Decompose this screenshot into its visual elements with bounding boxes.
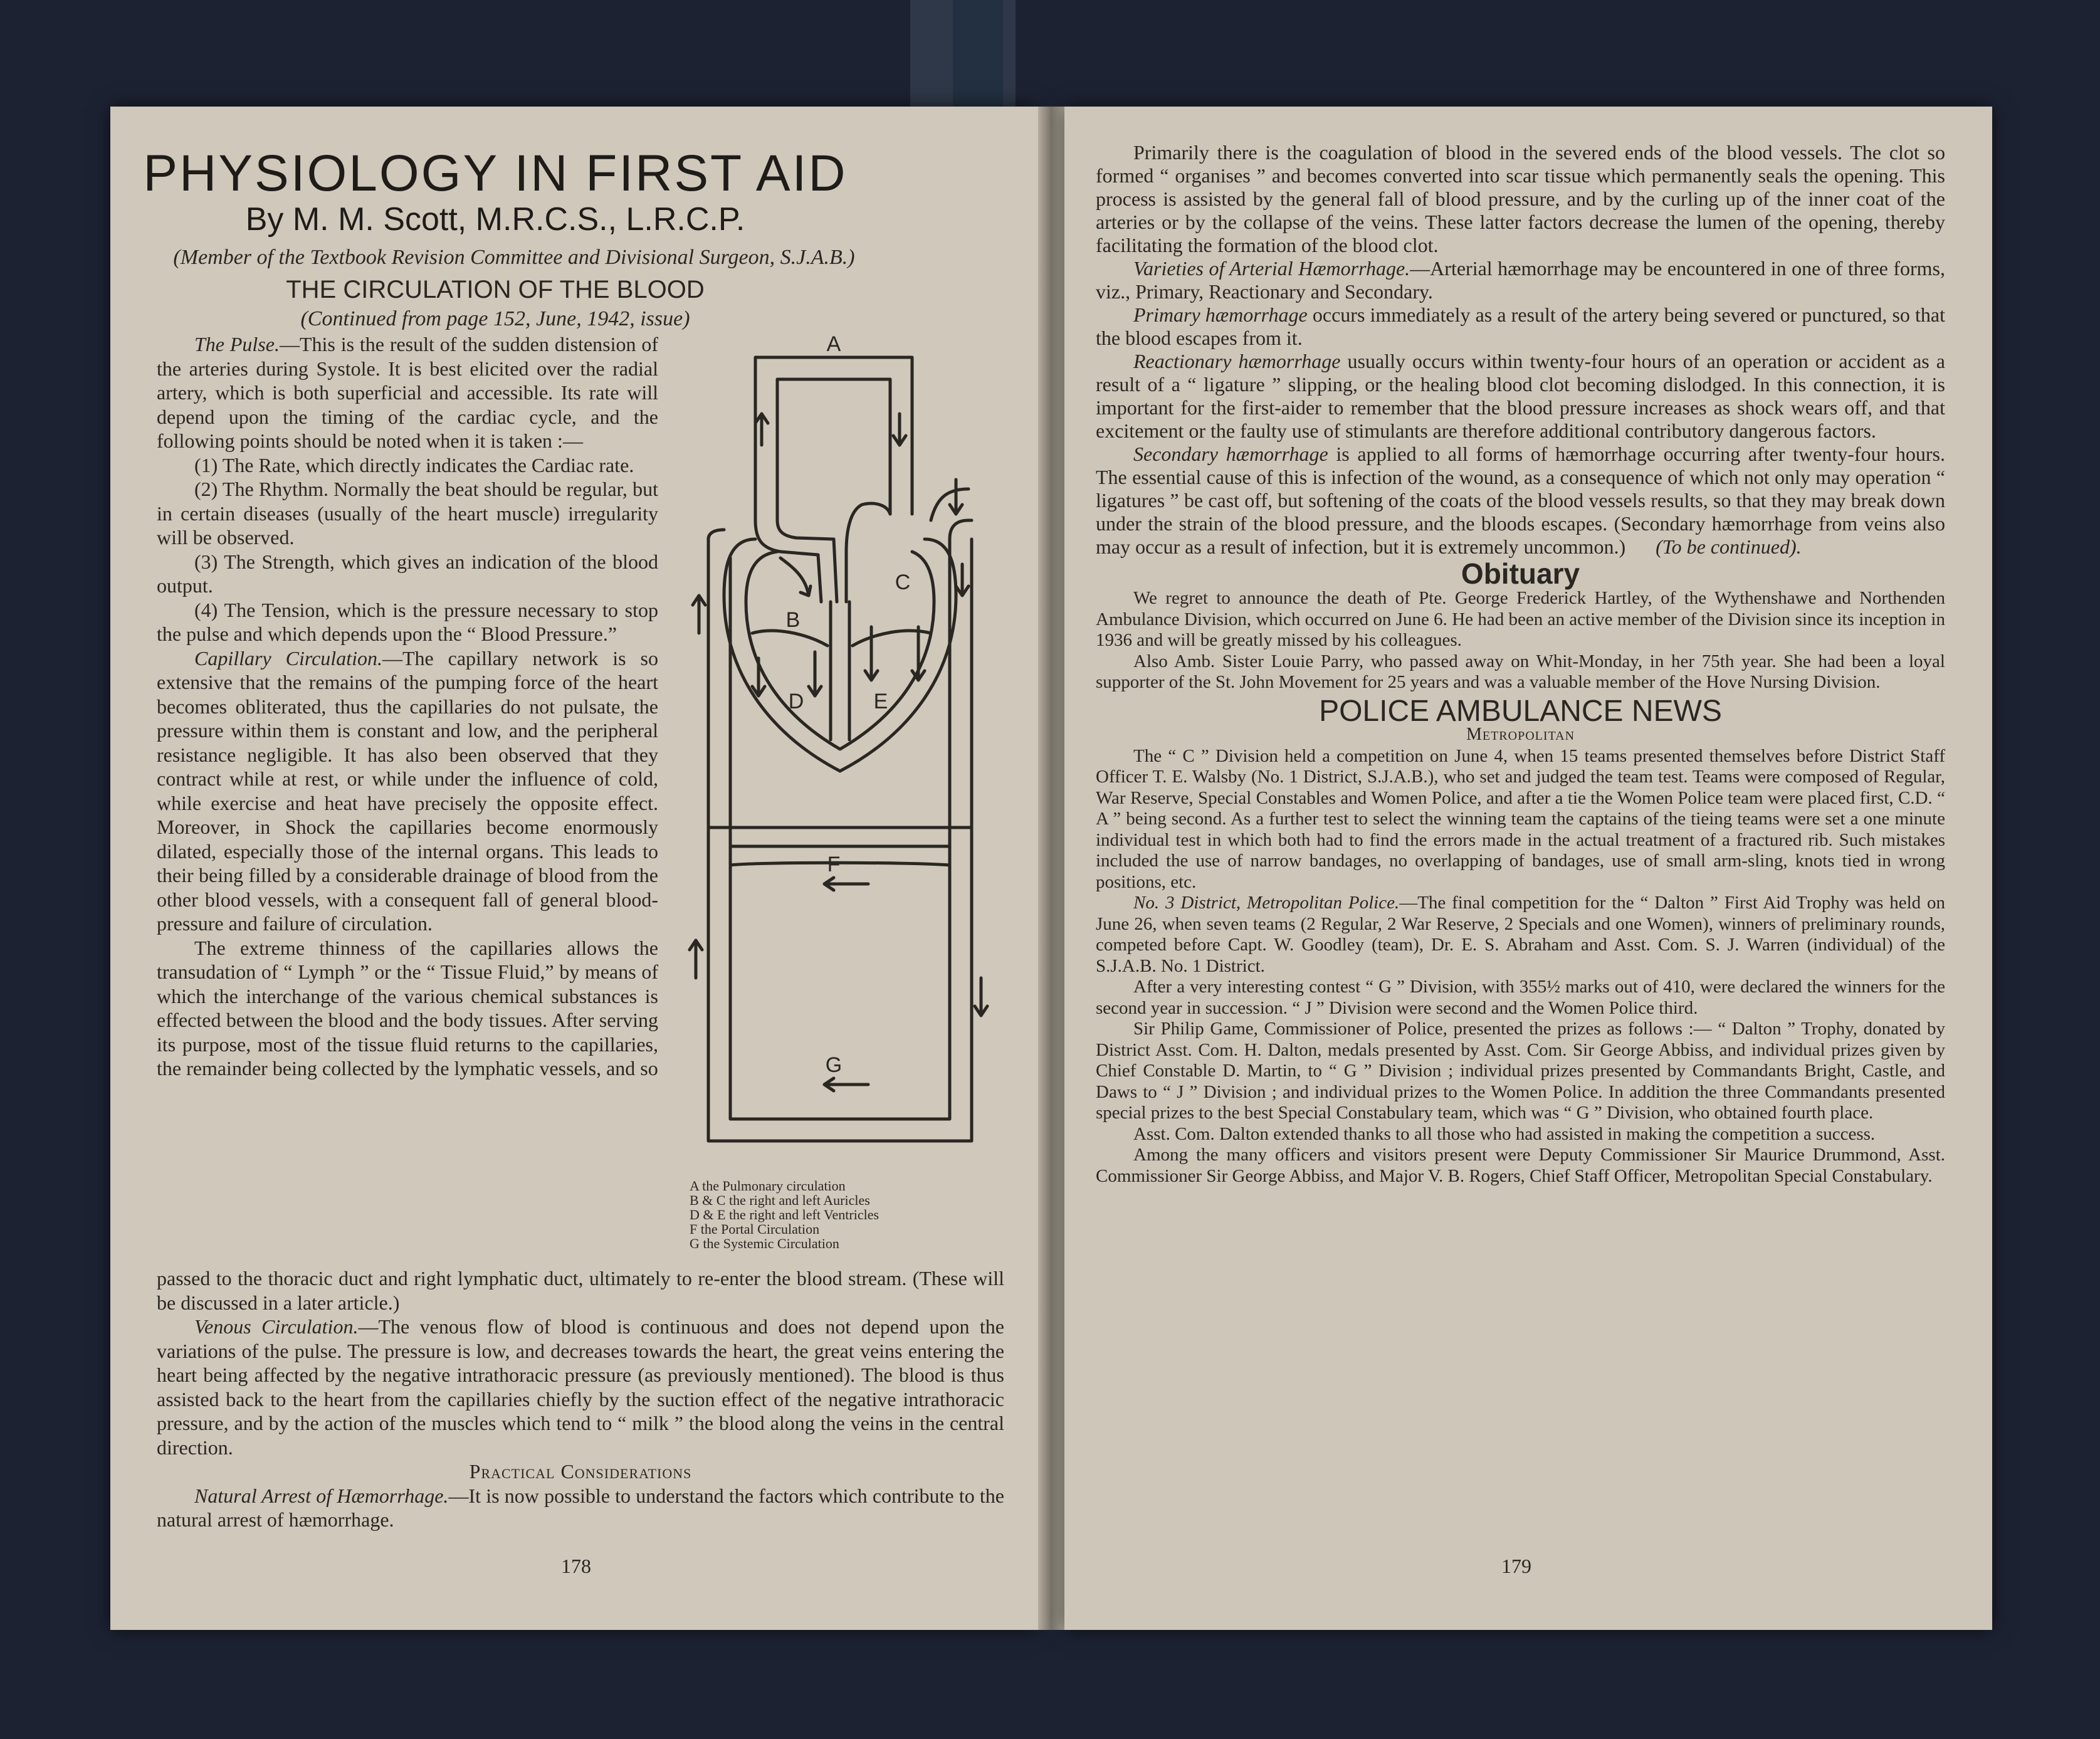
diagram-legend [690, 1179, 978, 1251]
thinness-paragraph: The extreme thinness of the capillaries allows the transudation of “ Lymph ” or the “ Tissue Fluid,” by means of which the interchange of the various chemical substances is effected between the blood and the body tissues. After serving its purpose, most of the tissue fluid returns to the capillaries, the remainder being collected by the lymphatic vessels, and so [157, 936, 658, 1080]
left-column-text [157, 332, 658, 1081]
arrest-heading: Natural Arrest of Hæmorrhage. [194, 1484, 449, 1507]
page-number-left: 178 [561, 1555, 591, 1577]
capillary-paragraph [157, 646, 658, 936]
binding-edge-shadow [953, 0, 1003, 107]
primary-paragraph [1096, 303, 1945, 350]
continued-note: (Continued from page 152, June, 1942, issue) [300, 307, 690, 330]
varieties-text: —Arterial hæmorrhage may be encountered in one of three forms, viz., Primary, Reactionary and Secondary. [1096, 257, 1945, 303]
secondary-heading: Secondary hæmorrhage [1133, 443, 1328, 465]
primary-heading: Primary hæmorrhage [1133, 303, 1308, 326]
capillary-text: —The capillary network is so extensive that the remains of the pumping force of the heart becomes obliterated, thus the capillaries do not pulsate, the pressure within them is constant and low, and the peripheral resistance negligible. It has also been observed that they contract while at rest, or while under the influence of cold, while exercise and heat have precisely the opposite effect. Moreover, in Shock the capillaries become enormously dilated, especially those of the internal organs. This leads to their being filled by a considerable drainage of blood from the other blood vessels, with a consequent fall of general blood-pressure and failure of circulation. [157, 646, 658, 935]
label-b: B [785, 608, 801, 632]
obituary-parry: Also Amb. Sister Louie Parry, who passed away on Whit-Monday, in her 75th year. She had been a loyal supporter of the St. John Movement for 25 years and was a valuable member of the Hove Nursing Division. [1096, 651, 1945, 692]
legend-item: A the Pulmonary circulation [690, 1178, 846, 1194]
capillary-heading: Capillary Circulation. [194, 646, 382, 670]
reactionary-paragraph [1096, 350, 1945, 443]
police-attendees: Among the many officers and visitors present were Deputy Commissioner Sir Maurice Drummond, Asst. Commissioner Sir George Abbiss, and Major V. B. Rogers, Chief Staff Officer, Metropolitan Special Constabulary. [1096, 1145, 1945, 1186]
section-heading: THE CIRCULATION OF THE BLOOD [286, 276, 705, 303]
label-g: G [825, 1053, 843, 1077]
right-column-text [1096, 141, 1945, 1187]
left-full-width-text [157, 1266, 1004, 1532]
circulation-diagram [661, 332, 1012, 1160]
article-title: PHYSIOLOGY IN FIRST AID [143, 145, 848, 202]
police-district [1096, 893, 1945, 977]
police-prizes: Sir Philip Game, Commissioner of Police, presented the prizes as follows :— “ Dalton ” Trophy, donated by District Asst. Com. H. Dalton, medals presented by Asst. Com. Sir George Abbiss, and individual prizes given by Chief Constable D. Martin, to “ G ” Division ; individual prizes presented by Commandants Bright, Castle, and Daws to “ J ” Division ; and individual prizes to the Women Police. In addition the three Commandants presented special prizes to the best Special Constabulary team, which was “ G ” Division, who obtained fourth place. [1096, 1019, 1945, 1123]
police-thanks: Asst. Com. Dalton extended thanks to all those who had assisted in making the competition a success. [1133, 1123, 1876, 1144]
author-byline: By M. M. Scott, M.R.C.S., L.R.C.P. [245, 201, 745, 238]
pulse-heading: The Pulse. [194, 333, 280, 355]
reactionary-text: usually occurs within twenty-four hours of an operation or accident as a result of a “ ligature ” slipping, or the healing blood clot becoming dislodged. In this connection, it is important for the first-aider to remember that the blood pressure increases as shock wears off, and that excitement or the faulty use of stimulants are therefore additional contributory dangerous factors. [1096, 350, 1946, 442]
label-a: A [826, 332, 841, 356]
varieties-paragraph [1096, 257, 1945, 303]
point-tension: (4) The Tension, which is the pressure necessary to stop the pulse and which depends upon the “ Blood Pressure.” [157, 598, 658, 645]
varieties-heading: Varieties of Arterial Hæmorrhage. [1133, 257, 1410, 280]
legend-item: D & E the right and left Ventricles [690, 1207, 879, 1222]
venous-text: —The venous flow of blood is continuous and does not depend upon the variations of the pulse. The pressure is low, and decreases towards the heart, the great veins entering the heart being affected by the negative intrathoracic pressure (as previously mentioned). The blood is thus assisted back to the heart from the capillaries chiefly by the suction effect of the negative intrathoracic pressure, and by the action of the muscles which tend to “ milk ” the blood along the veins in the central direction. [157, 1315, 1005, 1459]
obituary-hartley: We regret to announce the death of Pte. George Frederick Hartley, of the Wythenshawe and Northenden Ambulance Division, which occurred on June 6. He had been an active member of the Division since its inception in 1936 and will be greatly missed by his colleagues. [1096, 588, 1945, 650]
arrest-text: —It is now possible to understand the factors which contribute to the natural arrest of hæmorrhage. [157, 1484, 1005, 1531]
venous-heading: Venous Circulation. [194, 1315, 359, 1338]
arrest-paragraph [157, 1484, 1004, 1532]
point-rhythm: (2) The Rhythm. Normally the beat should be regular, but in certain diseases (usually of the heart muscle) irregularity will be observed. [157, 478, 658, 549]
obituary-heading: Obituary [1461, 557, 1580, 590]
page-number-right: 179 [1501, 1555, 1531, 1577]
secondary-paragraph [1096, 443, 1945, 559]
legend-item: F the Portal Circulation [690, 1221, 820, 1237]
thinness-continuation: passed to the thoracic duct and right lymphatic duct, ultimately to re-enter the blood stream. (These will be discussed in a later article.) [157, 1267, 1004, 1314]
police-news-heading: POLICE AMBULANCE NEWS [1319, 694, 1722, 728]
heart-outline [724, 539, 956, 771]
police-c-division: The “ C ” Division held a competition on June 4, when 15 teams presented themselves before District Staff Officer T. E. Walsby (No. 1 District, S.J.A.B.), who set and judged the team test. Teams were composed of Regular, War Reserve, Special Constables and Women Police, and after a tie the Women Police team were placed first, C.D. “ A ” being second. As a further test to select the winning team the captains of the tieing teams were set a one minute individual test in which both had to find the errors made in the actual treatment of a fractured rib. Such mistakes included the use of narrow bandages, no overlapping of bandages, use of small arm-sling, knots tied in wrong positions, etc. [1096, 745, 1945, 892]
venous-paragraph [157, 1315, 1004, 1459]
label-e: E [873, 690, 888, 713]
district-heading: No. 3 District, Metropolitan Police. [1133, 893, 1400, 913]
practical-heading: Practical Considerations [469, 1460, 692, 1483]
legend-item: B & C the right and left Auricles [690, 1192, 870, 1208]
pulse-text: —This is the result of the sudden distension of the arteries during Systole. It is best elicited over the radial artery, which is both superficial and accessible. Its rate will depend upon the timing of the cardiac cycle, and the following points should be noted when it is taken :— [157, 333, 659, 452]
police-result: After a very interesting contest “ G ” Division, with 355½ marks out of 410, were declared the winners for the second year in succession. “ J ” Division were second and the Women Police third. [1096, 977, 1945, 1018]
reactionary-heading: Reactionary hæmorrhage [1133, 350, 1341, 372]
district-text: —The final competition for the “ Dalton ” First Aid Trophy was held on June 26, when seven teams (2 Regular, 2 War Reserve, 2 Specials and one Women), winners of preliminary rounds, competed before Capt. W. Goodley (team), Dr. E. S. Abraham and Asst. Com. S. J. Warren (individual) of the S.J.A.B. No. 1 District. [1096, 893, 1945, 976]
point-strength: (3) The Strength, which gives an indication of the blood output. [157, 550, 658, 597]
pulse-paragraph [157, 332, 658, 453]
label-f: F [827, 853, 841, 876]
legend-item: G the Systemic Circulation [690, 1236, 839, 1251]
label-d: D [788, 690, 804, 713]
author-affiliation: (Member of the Textbook Revision Committee and Divisional Surgeon, S.J.A.B.) [173, 246, 855, 269]
secondary-text: is applied to all forms of hæmorrhage occurring after twenty-four hours. The essential cause of this is infection of the wound, as a consequence of which not only may operation “ ligatures ” be cast off, but softening of the coats of the blood vessels results, so that they may break down under the strain of the blood pressure, and the bloods escapes. (Secondary hæmorrhage from veins also may occur as a result of infection, but it is extremely uncommon.) [1096, 443, 1946, 558]
to-be-continued: (To be continued). [1656, 535, 1802, 558]
label-c: C [895, 570, 911, 594]
metropolitan-subheading: Metropolitan [1466, 724, 1575, 744]
point-rate: (1) The Rate, which directly indicates the Cardiac rate. [194, 453, 634, 476]
coagulation-paragraph: Primarily there is the coagulation of blood in the severed ends of the blood vessels. The clot so formed “ organises ” and becomes converted into scar tissue which permanently seals the opening. This process is assisted by the general fall of blood pressure, and by the curling up of the inner coat of the arteries or by the collapse of the veins. These latter factors decrease the lumen of the opening, thereby facilitating the formation of the blood clot. [1096, 141, 1945, 256]
primary-text: occurs immediately as a result of the artery being severed or punctured, so that the blood escapes from it. [1096, 303, 1946, 349]
book-spine [1038, 107, 1064, 1630]
